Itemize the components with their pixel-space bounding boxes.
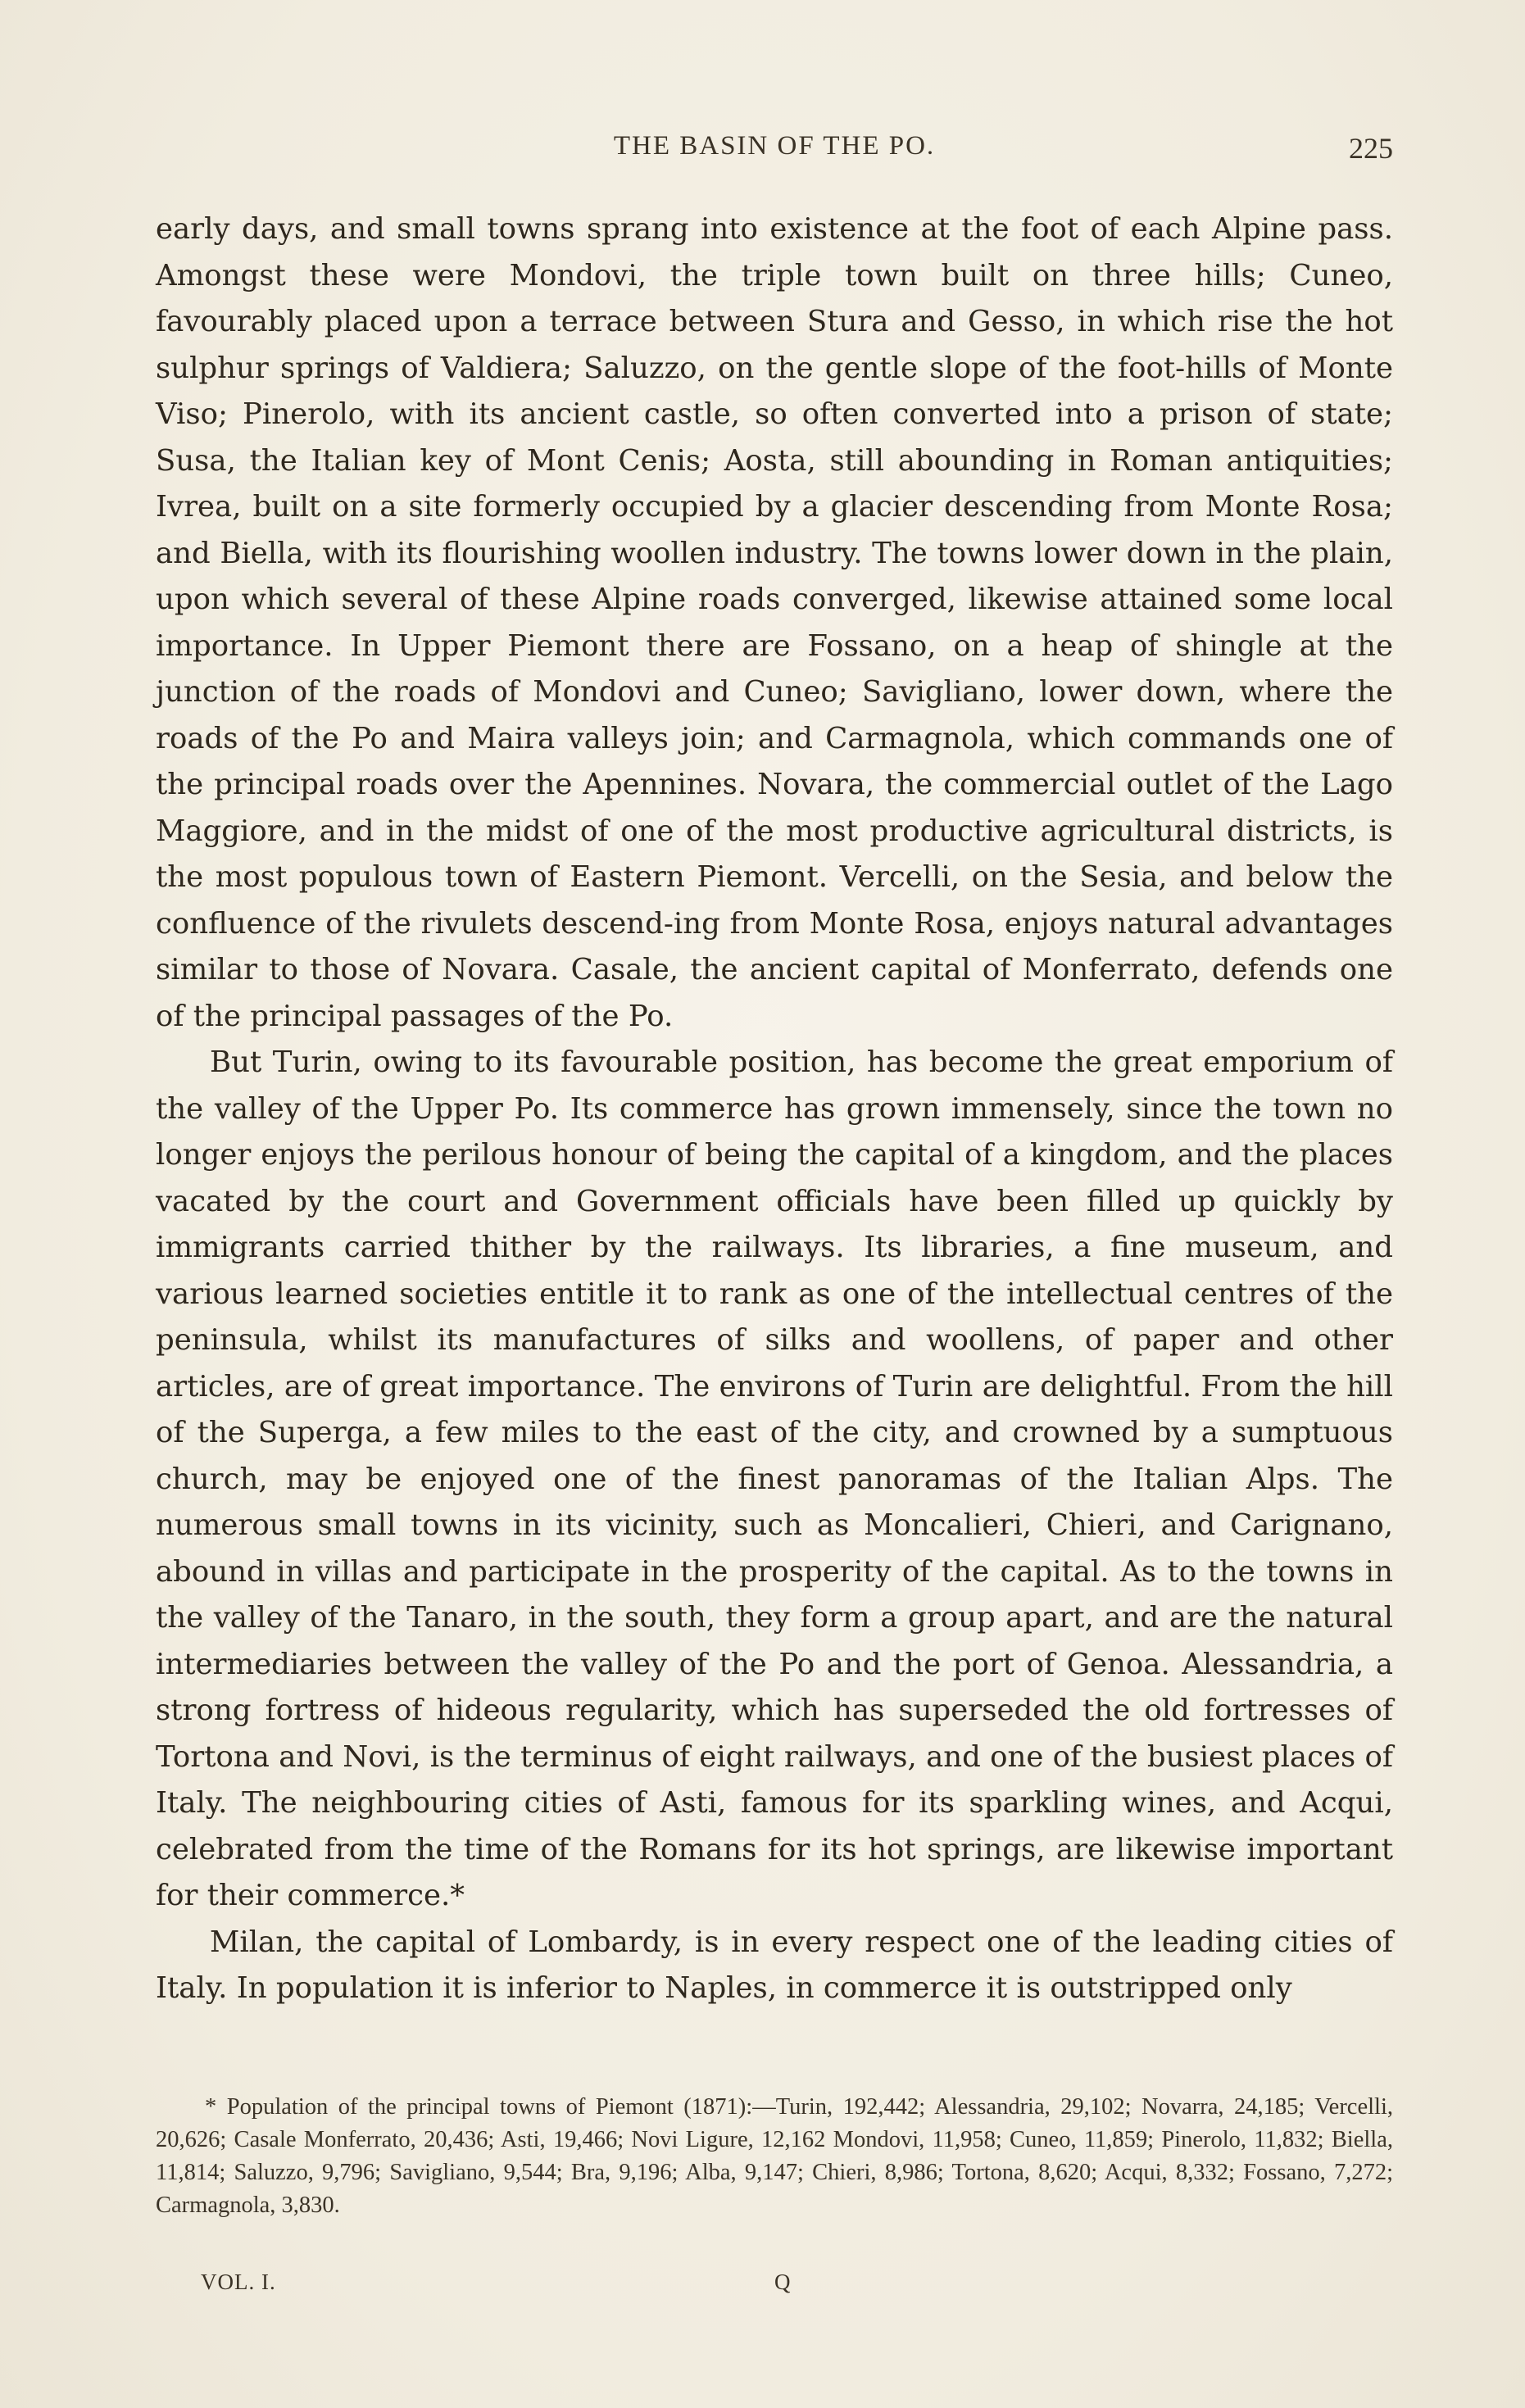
body-text bbox=[156, 206, 1393, 2012]
paragraph-continued: early days, and small towns sprang into existence at the foot of each Alpine pass. Amongst these were Mondovi, the triple town built on three hills; Cuneo, favourably placed upon a terrace between Stura and Gesso, in which rise the hot sulphur springs of Valdiera; Saluzzo, on the gentle slope of the foot-hills of Monte Viso; Pinerolo, with its ancient castle, so often converted into a prison of state; Susa, the Italian key of Mont Cenis; Aosta, still abounding in Roman antiquities; Ivrea, built on a site formerly occupied by a glacier descending from Monte Rosa; and Biella, with its flourishing woollen industry. The towns lower down in the plain, upon which several of these Alpine roads converged, likewise attained some local importance. In Upper Piemont there are Fossano, on a heap of shingle at the junction of the roads of Mondovi and Cuneo; Savigliano, lower down, where the roads of the Po and Maira valleys join; and Carmagnola, which commands one of the principal roads over the Apennines. Novara, the commercial outlet of the Lago Maggiore, and in the midst of one of the most productive agricultural districts, is the most populous town of Eastern Piemont. Vercelli, on the Sesia, and below the confluence of the rivulets descend-ing from Monte Rosa, enjoys natural advantages similar to those of Novara. Casale, the ancient capital of Monferrato, defends one of the principal passages of the Po. bbox=[156, 212, 1393, 1033]
signature-line bbox=[201, 2270, 938, 2302]
footnote-population: * Population of the principal towns of Piemont (1871):—Turin, 192,442; Alessandria, 29,102; Novarra, 24,185; Vercelli, 20,626; Casale Monferrato, 20,436; Asti, 19,466; Novi Ligure, 12,162 Mondovi, 11,958; Cuneo, 11,859; Pinerolo, 11,832; Biella, 11,814; Saluzzo, 9,796; Savigliano, 9,544; Bra, 9,196; Alba, 9,147; Chieri, 8,986; Tortona, 8,620; Acqui, 8,332; Fossano, 7,272; Carmagnola, 3,830. bbox=[156, 2094, 1393, 2218]
page-number: 225 bbox=[1349, 132, 1393, 165]
paragraph-turin: But Turin, owing to its favourable position, has become the great emporium of the valley of the Upper Po. Its commerce has grown immensely, since the town no longer enjoys the perilous honour of being the capital of a kingdom, and the places vacated by the court and Government officials have been filled up quickly by immigrants carried thither by the railways. Its libraries, a fine museum, and various learned societies entitle it to rank as one of the intellectual centres of the peninsula, whilst its manufactures of silks and woollens, of paper and other articles, are of great importance. The environs of Turin are delightful. From the hill of the Superga, a few miles to the east of the city, and crowned by a sumptuous church, may be enjoyed one of the finest panoramas of the Italian Alps. The numerous small towns in its vicinity, such as Moncalieri, Chieri, and Carignano, abound in villas and participate in the prosperity of the capital. As to the towns in the valley of the Tanaro, in the south, they form a group apart, and are the natural intermediaries between the valley of the Po and the port of Genoa. Alessandria, a strong fortress of hideous regularity, which has superseded the old fortresses of Tortona and Novi, is the terminus of eight railways, and one of the busiest places of Italy. The neighbouring cities of Asti, famous for its sparkling wines, and Acqui, celebrated from the time of the Romans for its hot springs, are likewise important for their commerce.* bbox=[156, 1045, 1393, 1912]
signature-mark: Q bbox=[774, 2270, 792, 2294]
paragraph-milan: Milan, the capital of Lombardy, is in every respect one of the leading cities of Italy. In population it is inferior to Naples, in commerce it is outstripped only bbox=[156, 1925, 1393, 2005]
running-title: THE BASIN OF THE PO. bbox=[613, 131, 936, 161]
volume-mark: VOL. I. bbox=[201, 2270, 276, 2294]
running-head bbox=[156, 131, 1393, 180]
